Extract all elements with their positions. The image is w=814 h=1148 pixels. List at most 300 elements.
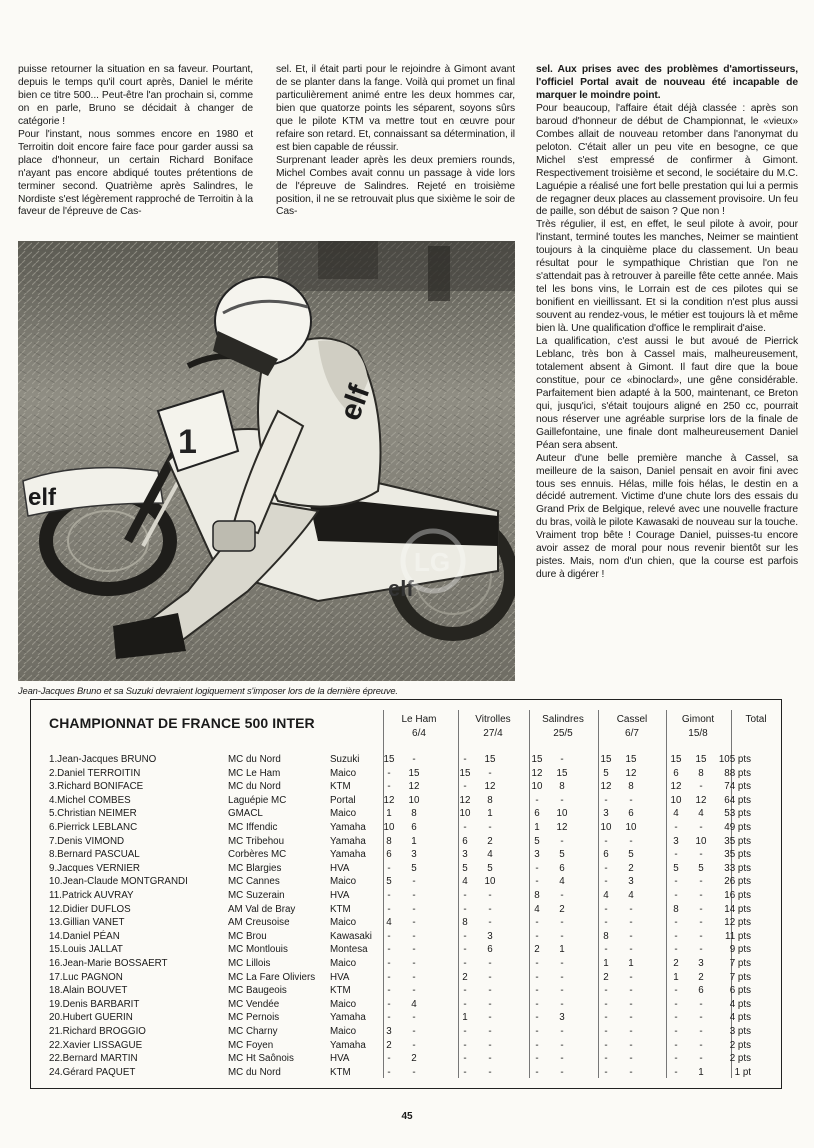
heat-points: - [488, 1039, 492, 1051]
paragraph: Auteur d'une belle première manche à Cassel, sa meilleure de la saison, Daniel pensait en avoir fini avec tous ses ennuis. Hélas, mille fois hélas, le destin en a décidé autrement. Victime d'une chute lors des essais du Grand Prix de Belgique, relevé avec une nouvelle fracture du bras, voilà le pilote Kawasaki de nouveau sur la touche. Vraiment trop bête ! Courage Daniel, puisses-tu encore avoir assez de moral pour nous revenir bientôt sur les pistes. Mais, nom d'un chien, que la course est parfois dure à digérer ! [536, 452, 798, 581]
heat-points: - [535, 1039, 539, 1051]
heat-points: - [629, 917, 633, 929]
heat-points: - [463, 903, 467, 915]
heat-points: - [535, 862, 539, 874]
round-date: 15/8 [688, 728, 708, 739]
club-name: MC Cannes [228, 876, 280, 888]
heat-points: - [560, 1066, 564, 1078]
heat-points: 1 [673, 971, 679, 983]
heat-points: 2 [411, 1053, 417, 1065]
club-name: AM Val de Bray [228, 903, 296, 915]
heat-points: - [463, 930, 467, 942]
heat-points: - [535, 1066, 539, 1078]
bike-make: Yamaha [330, 1039, 366, 1051]
total-points: 2 pts [729, 1039, 751, 1051]
round-name: Gimont [681, 714, 715, 725]
heat-points: 8 [673, 903, 679, 915]
heat-points: - [488, 1066, 492, 1078]
heat-points: 3 [487, 930, 493, 942]
heat-points: 12 [556, 822, 568, 833]
heat-points: - [412, 917, 416, 929]
heat-points: - [674, 1066, 678, 1078]
table-row [31, 984, 781, 998]
heat-points: - [412, 944, 416, 956]
article-column-2 [276, 64, 515, 219]
table-row [31, 848, 781, 862]
heat-points: - [604, 1026, 608, 1037]
total-points: 35 pts [724, 849, 751, 861]
rider-name: 16.Jean-Marie BOSSAERT [49, 958, 168, 969]
heat-points: - [699, 1053, 703, 1065]
heat-points: - [674, 1039, 678, 1051]
heat-points: - [674, 876, 678, 888]
heat-points: - [412, 1066, 416, 1078]
heat-points: 12 [408, 781, 420, 793]
table-row [31, 903, 781, 917]
total-points: 49 pts [724, 822, 751, 833]
heat-points: 5 [534, 835, 540, 847]
heat-points: 10 [670, 794, 682, 806]
bike-make: Yamaha [330, 1012, 366, 1024]
heat-points: - [412, 754, 416, 765]
rider-name: 22.Bernard MARTIN [49, 1053, 138, 1065]
heat-points: 15 [383, 754, 395, 765]
heat-points: - [560, 971, 564, 983]
heat-points: - [412, 876, 416, 888]
heat-points: - [535, 971, 539, 983]
club-name: MC Iffendic [228, 822, 278, 833]
heat-points: 3 [559, 1012, 565, 1024]
table-row [31, 1025, 781, 1039]
total-points: 53 pts [724, 808, 751, 820]
svg-text:LG: LG [414, 547, 451, 577]
heat-points: 4 [487, 849, 493, 861]
heat-points: 8 [628, 781, 634, 793]
bike-make: Maico [330, 958, 357, 969]
rider-name: 17.Luc PAGNON [49, 971, 123, 983]
heat-points: - [463, 754, 467, 765]
heat-points: - [463, 1026, 467, 1037]
rider-name: 22.Xavier LISSAGUE [49, 1039, 143, 1051]
paragraph: Pour l'instant, nous sommes encore en 1980 et Terroitin doit encore faire face pour garder aussi sa place d'honneur, un certain Richard Boniface n'ayant pas encore abdiqué toutes prétentions de terminer second. Quatrième après Salindres, le Nordiste s'est légèrement rapproché de Terroitin à la faveur de l'épreuve de Cas- [18, 128, 253, 218]
heat-points: 6 [698, 985, 704, 997]
heat-points: - [604, 985, 608, 997]
heat-points: 4 [462, 876, 468, 888]
heat-points: 6 [534, 808, 540, 820]
club-name: MC du Nord [228, 754, 281, 765]
total-points: 4 pts [729, 998, 751, 1010]
heat-points: 12 [484, 781, 496, 793]
heat-points: 6 [462, 835, 468, 847]
heat-points: - [412, 930, 416, 942]
heat-points: - [488, 890, 492, 901]
heat-points: 8 [487, 794, 493, 806]
rider-name: 6.Pierrick LEBLANC [49, 822, 138, 833]
heat-points: 1 [628, 958, 634, 969]
rider-name: 8.Bernard PASCUAL [49, 849, 140, 861]
bike-make: Maico [330, 767, 357, 779]
heat-points: - [387, 890, 391, 901]
heat-points: - [560, 1053, 564, 1065]
heat-points: - [488, 1026, 492, 1037]
bike-make: KTM [330, 781, 351, 793]
rider-name: 13.Gillian VANET [49, 917, 125, 929]
club-name: Laguépie MC [228, 794, 287, 806]
tank-logo: elf [388, 576, 414, 601]
heat-points: - [699, 998, 703, 1010]
heat-points: 4 [534, 903, 540, 915]
total-points: 14 pts [724, 903, 751, 915]
heat-points: 8 [411, 808, 417, 820]
heat-points: 10 [600, 822, 612, 833]
heat-points: - [535, 1012, 539, 1024]
heat-points: - [560, 754, 564, 765]
table-row [31, 821, 781, 835]
heat-points: - [488, 971, 492, 983]
table-row [31, 807, 781, 821]
table-row [31, 971, 781, 985]
club-name: MC Montlouis [228, 944, 288, 956]
heat-points: 5 [698, 862, 704, 874]
total-points: 64 pts [724, 794, 751, 806]
total-points: 26 pts [724, 876, 751, 888]
bike-make: Yamaha [330, 849, 366, 861]
heat-points: 1 [386, 808, 392, 820]
heat-points: - [463, 822, 467, 833]
heat-points: 10 [484, 876, 496, 888]
table-row [31, 753, 781, 767]
rider-name: 12.Didier DUFLOS [49, 903, 131, 915]
paragraph: sel. Aux prises avec des problèmes d'amortisseurs, l'officiel Portal avait de nouveau été incapable de marquer le moindre point. [536, 64, 798, 101]
heat-points: - [560, 794, 564, 806]
heat-points: 5 [411, 862, 417, 874]
heat-points: 1 [534, 822, 540, 833]
round-header [527, 713, 599, 741]
club-name: MC Foyen [228, 1039, 274, 1051]
heat-points: - [604, 876, 608, 888]
heat-points: - [488, 958, 492, 969]
heat-points: - [604, 794, 608, 806]
bike-make: KTM [330, 903, 351, 915]
heat-points: - [387, 1066, 391, 1078]
heat-points: - [604, 862, 608, 874]
table-title: CHAMPIONNAT DE FRANCE 500 INTER [49, 715, 315, 731]
heat-points: 15 [408, 767, 420, 779]
heat-points: - [674, 998, 678, 1010]
table-row [31, 889, 781, 903]
heat-points: 5 [487, 862, 493, 874]
club-name: MC La Fare Oliviers [228, 971, 316, 983]
heat-points: - [560, 890, 564, 901]
heat-points: 12 [695, 794, 707, 806]
fender-logo: elf [28, 484, 57, 511]
club-name: MC Suzerain [228, 890, 285, 901]
heat-points: 3 [534, 849, 540, 861]
table-row [31, 1052, 781, 1066]
heat-points: 2 [559, 903, 565, 915]
heat-points: 4 [603, 890, 609, 901]
heat-points: 15 [459, 767, 471, 779]
heat-points: - [629, 794, 633, 806]
paragraph: Surprenant leader après les deux premiers rounds, Michel Combes avait connu un passage à vide lors de l'épreuve de Salindres. Rejeté en troisième position, il ne se retrouvait plus que sixième le soir de Cas- [276, 154, 515, 218]
rider-name: 14.Daniel PÉAN [49, 930, 120, 942]
heat-points: - [488, 767, 492, 779]
heat-points: - [488, 998, 492, 1010]
paragraph: sel. Et, il était parti pour le rejoindre à Gimont avant de se planter dans la fange. Voilà qui promet un final particulièrement animé entre les deux hommes car, bien que quatorze points les séparent, soyons sûrs que le pilote KTM va mettre tout en œuvre pour refaire son retard. Et, connaissant sa détermination, il est bien capable de réussir. [276, 64, 515, 153]
heat-points: 5 [462, 862, 468, 874]
article-column-1 [18, 64, 253, 219]
heat-points: - [604, 1012, 608, 1024]
bike-make: KTM [330, 985, 351, 997]
heat-points: - [560, 1039, 564, 1051]
heat-points: - [463, 998, 467, 1010]
heat-points: - [629, 998, 633, 1010]
heat-points: - [674, 985, 678, 997]
heat-points: 3 [698, 958, 704, 969]
heat-points: - [604, 835, 608, 847]
heat-points: 2 [603, 971, 609, 983]
table-row [31, 1011, 781, 1025]
club-name: AM Creusoise [228, 917, 290, 929]
heat-points: - [629, 930, 633, 942]
table-row [31, 916, 781, 930]
heat-points: - [674, 944, 678, 956]
total-points: 7 pts [729, 958, 751, 969]
club-name: MC Baugeois [228, 985, 287, 997]
heat-points: - [699, 1039, 703, 1051]
heat-points: 1 [559, 944, 565, 956]
rider-name: 11.Patrick AUVRAY [49, 890, 134, 901]
heat-points: 15 [531, 754, 543, 765]
round-date: 25/5 [553, 728, 573, 739]
heat-points: 12 [625, 767, 637, 779]
heat-points: 10 [459, 808, 471, 820]
heat-points: 2 [386, 1039, 392, 1051]
total-points: 4 pts [729, 1012, 751, 1024]
table-row [31, 1039, 781, 1053]
bike-make: HVA [330, 971, 350, 983]
heat-points: - [463, 1066, 467, 1078]
club-name: Corbères MC [228, 849, 287, 861]
jersey-logo: elf [333, 380, 377, 425]
rider-name: 7.Denis VIMOND [49, 835, 125, 847]
heat-points: 10 [383, 822, 395, 833]
heat-points: - [387, 781, 391, 793]
total-points: 11 pts [725, 930, 751, 942]
race-photo [18, 241, 515, 681]
heat-points: - [488, 1012, 492, 1024]
heat-points: - [560, 917, 564, 929]
bike-make: HVA [330, 890, 350, 901]
table-row [31, 957, 781, 971]
heat-points: - [463, 985, 467, 997]
bike-make: Suzuki [330, 754, 360, 765]
heat-points: - [674, 1053, 678, 1065]
heat-points: - [674, 930, 678, 942]
heat-points: - [535, 985, 539, 997]
heat-points: - [629, 971, 633, 983]
club-name: MC du Nord [228, 781, 281, 793]
heat-points: - [412, 985, 416, 997]
heat-points: 12 [600, 781, 612, 793]
photo-caption: Jean-Jacques Bruno et sa Suzuki devraient logiquement s'imposer lors de la dernière épreuve. [18, 685, 398, 696]
total-points: 6 pts [729, 985, 751, 997]
heat-points: 4 [673, 808, 679, 820]
round-header [662, 713, 734, 741]
paragraph: Pour beaucoup, l'affaire était déjà classée : après son baroud d'honneur de début de Championnat, le «vieux» Combes allait de nouveau retomber dans l'anonymat du peloton. C'était aller un peu vite en besogne, ce que Michel s'est empressé de confirmer à Gimont. Respectivement troisième et second, le sociétaire du M.C. Laguépie a réalisé une fort belle prestation qui lui a permis de regagner deux places au classement provisoire. Un feu de paille, son début de saison ? Que non ! [536, 102, 798, 218]
heat-points: - [674, 1026, 678, 1037]
rider-name: 21.Richard BROGGIO [49, 1026, 146, 1037]
heat-points: - [629, 985, 633, 997]
club-name: MC du Nord [228, 1066, 281, 1078]
heat-points: 15 [484, 754, 496, 765]
rider-name: 9.Jacques VERNIER [49, 862, 140, 874]
heat-points: 4 [411, 998, 417, 1010]
heat-points: 15 [556, 767, 568, 779]
heat-points: 8 [603, 930, 609, 942]
bike-make: KTM [330, 1066, 351, 1078]
rider-name: 4.Michel COMBES [49, 794, 131, 806]
heat-points: 8 [698, 767, 704, 779]
heat-points: 5 [673, 862, 679, 874]
heat-points: 15 [600, 754, 612, 765]
heat-points: - [604, 1053, 608, 1065]
article-column-3 [536, 64, 798, 582]
heat-points: 4 [628, 890, 634, 901]
rider-name: 24.Gérard PAQUET [49, 1066, 136, 1078]
heat-points: - [412, 890, 416, 901]
heat-points: 2 [628, 862, 634, 874]
heat-points: - [629, 835, 633, 847]
heat-points: - [387, 903, 391, 915]
heat-points: 6 [603, 849, 609, 861]
heat-points: - [535, 1026, 539, 1037]
heat-points: 5 [386, 876, 392, 888]
heat-points: - [560, 835, 564, 847]
club-name: MC Ht Saônois [228, 1053, 294, 1065]
table-row [31, 835, 781, 849]
heat-points: - [463, 944, 467, 956]
heat-points: 8 [386, 835, 392, 847]
heat-points: - [387, 930, 391, 942]
round-name: Salindres [542, 714, 584, 725]
rider-name: 19.Denis BARBARIT [49, 998, 140, 1010]
heat-points: 12 [670, 781, 682, 793]
club-name: MC Vendée [228, 998, 280, 1010]
rider-name: 18.Alain BOUVET [49, 985, 128, 997]
heat-points: - [412, 1026, 416, 1037]
club-name: MC Brou [228, 930, 267, 942]
rider-name: 5.Christian NEIMER [49, 808, 137, 820]
svg-text:1: 1 [178, 423, 197, 461]
heat-points: - [535, 1053, 539, 1065]
rider-name: 3.Richard BONIFACE [49, 781, 144, 793]
heat-points: - [412, 903, 416, 915]
heat-points: - [488, 985, 492, 997]
heat-points: - [604, 998, 608, 1010]
table-row [31, 767, 781, 781]
bike-make: Montesa [330, 944, 368, 956]
round-date: 27/4 [483, 728, 503, 739]
paragraph: La qualification, c'est aussi le but avoué de Pierrick Leblanc, très bon à Cassel mais, malheureusement, totalement absent à Gimont. Il faut dire que la boue constitue, pour ce «binoclard», une gêne considérable. Parfaitement bien adapté à la 500, maintenant, ce Breton qui, jusqu'ici, s'était toujours aligné en 250 cc, pourrait nous réserver une agréable surprise lors de la finale de Gaillefontaine, une finale dont malheureusement Daniel Péan sera absent. [536, 336, 798, 451]
heat-points: - [674, 1012, 678, 1024]
heat-points: - [535, 917, 539, 929]
total-header: Total [745, 714, 767, 725]
heat-points: - [387, 985, 391, 997]
bike-make: Maico [330, 998, 357, 1010]
total-points: 16 pts [724, 890, 751, 901]
round-date: 6/4 [412, 728, 426, 739]
total-points: 12 pts [724, 917, 751, 929]
total-points: 33 pts [724, 862, 751, 874]
heat-points: - [699, 903, 703, 915]
total-points: 3 pts [729, 1026, 751, 1037]
heat-points: - [560, 958, 564, 969]
bike-make: Portal [330, 794, 356, 806]
total-points: 7 pts [729, 971, 751, 983]
total-points: 2 pts [729, 1053, 751, 1065]
club-name: MC Le Ham [228, 767, 281, 779]
heat-points: 10 [408, 794, 420, 806]
heat-points: 3 [603, 808, 609, 820]
heat-points: 6 [628, 808, 634, 820]
heat-points: - [604, 1039, 608, 1051]
heat-points: 2 [673, 958, 679, 969]
total-points: 9 pts [729, 944, 751, 956]
table-row [31, 930, 781, 944]
heat-points: 3 [386, 1026, 392, 1037]
bike-make: Maico [330, 808, 357, 820]
heat-points: - [699, 917, 703, 929]
heat-points: - [699, 944, 703, 956]
heat-points: - [488, 822, 492, 833]
total-points: 105 pts [718, 754, 751, 765]
standings-table [30, 699, 782, 1089]
rider-name: 1.Jean-Jacques BRUNO [49, 754, 157, 765]
heat-points: 2 [698, 971, 704, 983]
heat-points: - [674, 849, 678, 861]
round-header [457, 713, 529, 741]
table-row [31, 862, 781, 876]
round-name: Vitrolles [475, 714, 511, 725]
heat-points: 10 [531, 781, 543, 793]
heat-points: 12 [531, 767, 543, 779]
rider-name: 15.Louis JALLAT [49, 944, 123, 956]
round-header [383, 713, 455, 741]
heat-points: - [629, 944, 633, 956]
club-name: GMACL [228, 808, 263, 820]
rider-name: 10.Jean-Claude MONTGRANDI [49, 876, 188, 888]
heat-points: - [674, 822, 678, 833]
bike-make: Yamaha [330, 822, 366, 833]
round-name: Le Ham [401, 714, 437, 725]
motocross-rider-illustration [18, 241, 515, 681]
heat-points: - [412, 1012, 416, 1024]
heat-points: 6 [673, 767, 679, 779]
paragraph: puisse retourner la situation en sa faveur. Pourtant, depuis le temps qu'il court après, Daniel le mérite bien ce titre 500... Peut-être l'an prochain si, comme on en parle, Bruno se décidait à changer de catégorie ! [18, 64, 253, 127]
heat-points: - [674, 890, 678, 901]
heat-points: - [699, 849, 703, 861]
heat-points: 4 [698, 808, 704, 820]
heat-points: 3 [628, 876, 634, 888]
club-name: MC Pernois [228, 1012, 280, 1024]
bike-make: Kawasaki [330, 930, 372, 942]
heat-points: - [412, 971, 416, 983]
heat-points: - [387, 971, 391, 983]
table-row [31, 1066, 781, 1080]
rider-name: 2.Daniel TERROITIN [49, 767, 141, 779]
heat-points: 1 [487, 808, 493, 820]
